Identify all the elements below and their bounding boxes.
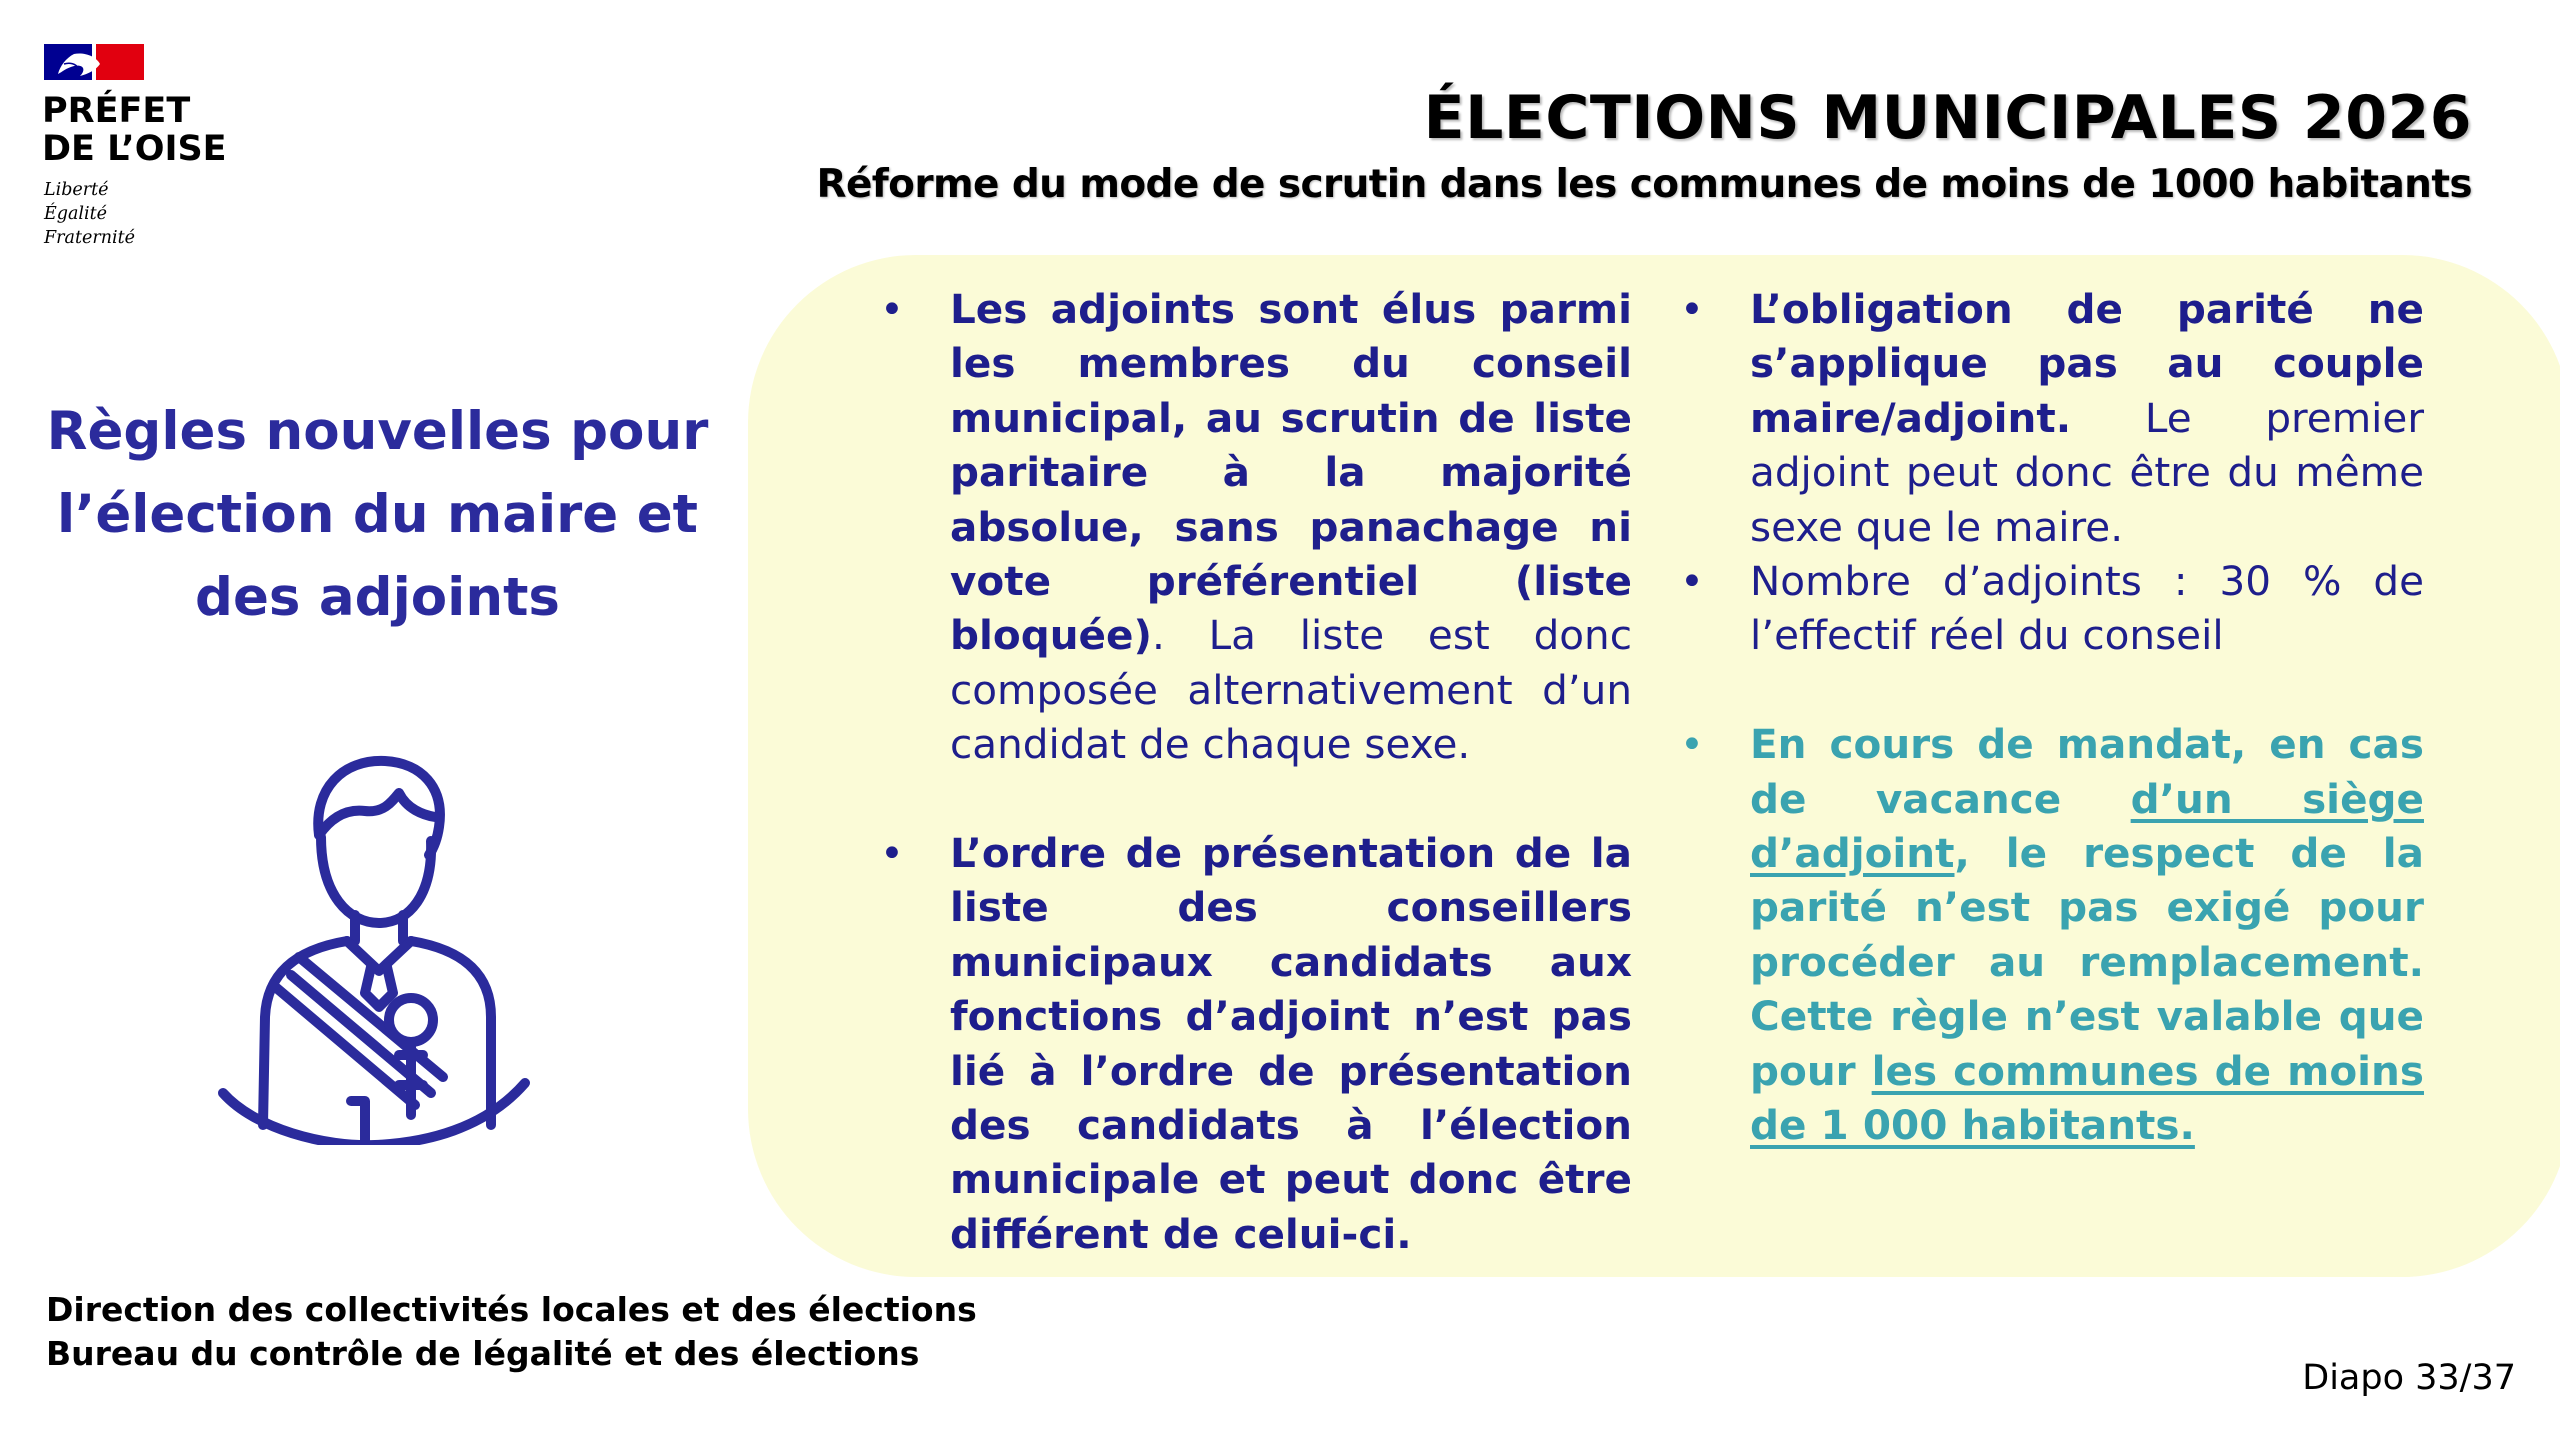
footer-line-2: Bureau du contrôle de légalité et des élections bbox=[46, 1334, 920, 1373]
page-title: ÉLECTIONS MUNICIPALES 2026 bbox=[1423, 83, 2472, 153]
prefecture-name-line1: PRÉFET bbox=[42, 91, 191, 131]
rule-parity-text: Le premier adjoint peut donc être du même sexe que le maire. bbox=[1750, 393, 2424, 551]
list-item bbox=[1680, 282, 2424, 554]
motto-liberte: Liberté bbox=[44, 180, 109, 200]
republic-motto bbox=[44, 178, 135, 250]
rule-parity-bold: L’obligation de parité ne s’applique pas au couple maire/adjoint. bbox=[1750, 285, 2424, 442]
link-communes-moins-1000[interactable]: les communes de moins de 1 000 habitants. bbox=[1750, 1046, 2424, 1150]
left-column bbox=[880, 282, 1632, 1261]
slide-number: Diapo 33/37 bbox=[2302, 1358, 2516, 1398]
rule-list-order: L’ordre de présentation de la liste des conseillers municipaux candidats aux fonctions d’adjoint n’est pas lié à l’ordre de présentation des candidats à l’élection municipale et peut donc être différent de celui-ci. bbox=[950, 829, 1632, 1258]
rule-adjoints-election-text: . La liste est donc composée alternativement d’un candidat de chaque sexe. bbox=[950, 611, 1632, 769]
prefecture-name bbox=[42, 92, 227, 168]
footer-line-1: Direction des collectivités locales et des élections bbox=[46, 1290, 977, 1329]
list-item bbox=[880, 282, 1632, 772]
motto-fraternite: Fraternité bbox=[44, 228, 135, 248]
prefecture-name-line2: DE L’OISE bbox=[42, 129, 227, 169]
marianne-logo-icon bbox=[44, 44, 144, 80]
link-siege-adjoint[interactable]: d’un siège d’adjoint bbox=[1750, 774, 2424, 878]
rule-vacancy-text-1: En cours de mandat, en cas de vacance bbox=[1750, 720, 2424, 823]
list-item bbox=[1680, 554, 2424, 663]
list-item bbox=[1680, 717, 2424, 1152]
rule-vacancy-text-2: , le respect de la parité n’est pas exigé pour procéder au remplacement. Cette règle n’est valable que pour bbox=[1750, 829, 2424, 1095]
mayor-with-sash-icon bbox=[215, 745, 535, 1145]
motto-egalite: Égalité bbox=[44, 204, 107, 224]
rule-number-of-adjoints: Nombre d’adjoints : 30 % de l’effectif réel du conseil bbox=[1750, 557, 2424, 660]
rule-adjoints-election-bold: Les adjoints sont élus parmi les membres du conseil municipal, au scrutin de liste paritaire à la majorité absolue, sans panachage ni vote préférentiel (liste bloquée) bbox=[950, 285, 1632, 660]
list-item bbox=[880, 826, 1632, 1261]
page-subtitle: Réforme du mode de scrutin dans les communes de moins de 1000 habitants bbox=[816, 162, 2472, 207]
right-column bbox=[1680, 282, 2424, 1152]
section-heading: Règles nouvelles pour l’élection du maire et des adjoints bbox=[46, 401, 709, 628]
footer-directorate bbox=[46, 1288, 977, 1376]
